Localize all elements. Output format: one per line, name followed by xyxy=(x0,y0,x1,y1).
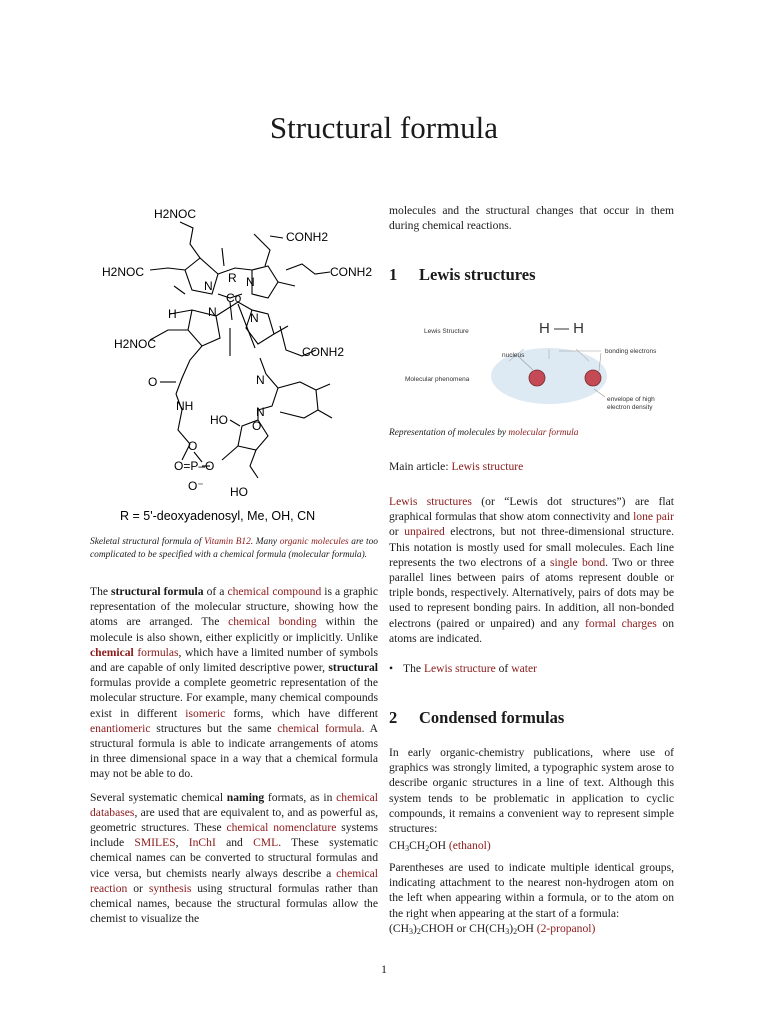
label-n2: N xyxy=(246,275,255,289)
section-number: 2 xyxy=(389,708,398,727)
link-unpaired[interactable]: unpaired xyxy=(404,525,445,539)
envelope-label-1: envelope of high xyxy=(607,396,655,403)
label-n5: N xyxy=(256,373,265,387)
label-o-ring: O xyxy=(252,419,262,433)
link-organic-molecules[interactable]: organic molecules xyxy=(279,537,349,547)
caption-text: Representation of molecules by xyxy=(389,428,509,438)
vitamin-b12-structure-figure xyxy=(90,198,378,528)
link-synthesis[interactable]: synthesis xyxy=(148,881,192,895)
bold-term: structural formula xyxy=(111,585,204,598)
bonding-electrons-label: bonding electrons xyxy=(605,348,657,355)
label-h2noc-lower: H2NOC xyxy=(114,337,157,351)
label-n4: N xyxy=(250,311,259,325)
label-h: H xyxy=(168,307,177,321)
link-enantiomeric[interactable]: enantiomeric xyxy=(90,721,151,735)
lewis-structure-label: Lewis Structure xyxy=(424,328,469,335)
paragraph-lewis: Lewis structures (or “Lewis dot structures”) are flat graphical formulas that show atom connectivity and lone pair or unpaired electrons, but not three-dimensional structure. This notation is mostly used for small molecules. Each line represents the two electrons of a single bond. Two or three parallel lines between pairs of atoms represent double or triple bonds, respectively. Alternatively, pairs of dots may be used to represent bonding pairs. In addition, all non-bonded electrons (paired or unpaired) and any formal charges on atoms are indicated. xyxy=(389,495,675,645)
figure2-caption xyxy=(389,427,674,440)
section-heading-lewis xyxy=(389,265,536,285)
left-column xyxy=(90,198,378,934)
link-single-bond[interactable]: single bond xyxy=(549,555,606,569)
link-smiles[interactable]: SMILES xyxy=(134,836,176,850)
label-nh: NH xyxy=(176,399,194,413)
lewis-structure-figure xyxy=(389,301,674,416)
link-cml[interactable]: CML xyxy=(253,836,279,850)
label-ominus: O⁻ xyxy=(188,479,204,493)
h-h-formula: H — H xyxy=(539,320,584,337)
link-chemical-databases[interactable]: chemical databases xyxy=(90,790,378,819)
paragraph-continued: molecules and the structural changes that occur in them during chemical reactions. xyxy=(389,204,674,233)
link-lewis-structure-bullet[interactable]: Lewis structure xyxy=(423,662,496,675)
nucleus-label: nucleus xyxy=(502,352,525,359)
link-formal-charges[interactable]: formal charges xyxy=(585,616,657,630)
paragraph-intro: The structural formula of a chemical compound is a graphic representation of the molecular structure, showing how the atoms are arranged. The chemical bonding within the molecule is also shown, either explicitly or implicitly. Unlike chemical formulas, which have a limited number of symbols and are capable of only limited descriptive power, structural formulas provide a complete geometric representation of the molecular structure. For example, many chemical compounds exist in different isomeric forms, which have different enantiomeric structures but the same chemical formula. A structural formula is able to indicate arrangements of atoms in three dimensional space in a way that a chemical formula may not be able to do. xyxy=(90,585,378,781)
caption-text: Skeletal structural formula of xyxy=(90,537,205,547)
caption-text: . Many xyxy=(250,537,280,547)
link-ethanol[interactable]: (ethanol) xyxy=(448,839,491,852)
link-vitamin-b12[interactable]: Vitamin B12 xyxy=(204,537,251,547)
link-inchi[interactable]: InChI xyxy=(188,836,216,850)
label-h2noc-left: H2NOC xyxy=(102,265,145,279)
link-formulas[interactable]: formulas xyxy=(133,645,179,659)
bullet-lewis-water: • The Lewis structure of water xyxy=(403,661,537,676)
link-water[interactable]: water xyxy=(511,662,537,675)
label-o-phos: O xyxy=(188,439,198,453)
section-heading-condensed xyxy=(389,708,564,728)
envelope-label-2: electron density xyxy=(607,404,653,411)
label-conh2-lower: CONH2 xyxy=(302,345,345,359)
caption-text: are too complicated to be specified with a chemical formula (molecular formula). xyxy=(90,537,378,560)
link-chemical-bold[interactable]: chemical xyxy=(90,645,134,659)
label-n3: N xyxy=(208,305,217,319)
formula-ethanol: $CH_3CH_2OH$ (ethanol) xyxy=(389,839,491,853)
label-n1: N xyxy=(204,279,213,293)
r-definition: R = 5'-deoxyadenosyl, Me, OH, CN xyxy=(120,509,316,523)
bold-term: structural xyxy=(328,661,378,675)
paragraph-naming: Several systematic chemical naming formats, as in chemical databases, are used that are equivalent to, and as powerful as, geometric structures. These chemical nomenclature systems include SMILES, InChI and CML. These systematic chemical names can be converted to structural formulas and vice versa, but chemists nearly always describe a chemical reaction or synthesis using structural formulas rather than chemical names, because the structural formulas allow the chemist to visualize the xyxy=(90,790,379,926)
paragraph-condensed: In early organic-chemistry publications, where use of graphics was strongly limited, a typographic system arose to describe organic structures in a line of text. Although this system tends to be problematic in application to cyclic compounds, it remains a convenient way to represent simple structures: xyxy=(389,746,674,836)
link-chemical-bonding[interactable]: chemical bonding xyxy=(228,615,317,629)
page-title: Structural formula xyxy=(269,110,499,145)
right-column xyxy=(389,203,674,963)
bold-term: naming xyxy=(226,790,265,804)
label-conh2-top: CONH2 xyxy=(286,230,329,244)
molecular-phenomena-label: Molecular phenomena xyxy=(405,376,470,383)
link-chemical-nomenclature[interactable]: chemical nomenclature xyxy=(226,821,337,835)
link-chemical-reaction[interactable]: chemical reaction xyxy=(90,866,378,895)
section-title: Lewis structures xyxy=(419,265,536,284)
label-conh2-right: CONH2 xyxy=(330,265,373,279)
figure1-caption xyxy=(90,536,378,562)
link-chemical-compound[interactable]: chemical compound xyxy=(227,585,322,598)
section-title: Condensed formulas xyxy=(419,708,565,727)
link-chemical-formula[interactable]: chemical formula xyxy=(277,721,362,735)
label-h2noc-top: H2NOC xyxy=(154,207,197,221)
formula-propanol: $(CH_3)_2CHOH$ or $CH(CH_3)_2OH$ (2-propanol) xyxy=(389,922,596,936)
label-r: R xyxy=(228,271,237,285)
paragraph-parentheses: Parentheses are used to indicate multiple identical groups, indicating attachment to the nearest non-hydrogen atom on the left when appearing within a formula, or to the atom on the right when appearing at the start of a formula: xyxy=(389,861,674,920)
link-lewis-structure-main[interactable]: Lewis structure xyxy=(451,460,524,473)
label-opo: O=P–O xyxy=(174,459,215,473)
link-lewis-structures[interactable]: Lewis structures xyxy=(389,495,472,508)
section-number: 1 xyxy=(389,265,398,284)
link-2-propanol[interactable]: (2-propanol) xyxy=(536,922,596,935)
link-lone-pair[interactable]: lone pair xyxy=(633,510,674,524)
label-ho: HO xyxy=(210,413,228,427)
link-molecular-formula[interactable]: molecular formula xyxy=(508,428,579,438)
label-ho-bottom: HO xyxy=(230,485,248,499)
page-number: 1 xyxy=(381,962,387,976)
label-n6: N xyxy=(256,405,265,419)
main-article-note: Main article: Lewis structure xyxy=(389,460,524,473)
label-o-carbonyl: O xyxy=(148,375,158,389)
label-co: Co xyxy=(226,291,242,305)
link-isomeric[interactable]: isomeric xyxy=(185,706,226,720)
